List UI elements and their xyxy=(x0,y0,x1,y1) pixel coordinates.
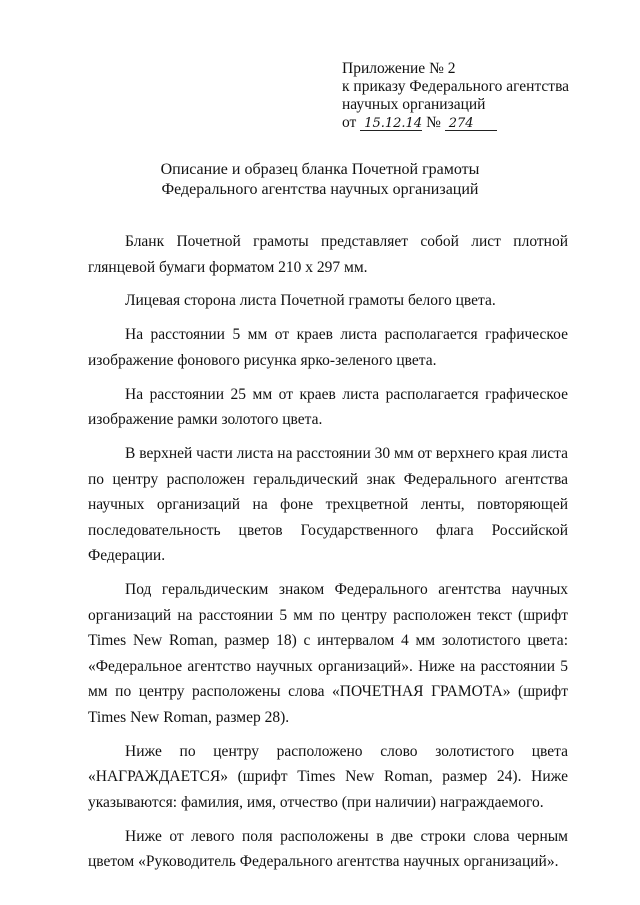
paragraph: В верхней части листа на расстоянии 30 мм от верхнего края листа по центру расположен геральдический знак Федерального агентства научных организаций на фоне трехцветной ленты, повторяющей последовательность цветов Государственного флага Российской Федерации. xyxy=(88,444,568,565)
handwritten-date: 15.12.14 xyxy=(360,117,422,131)
document-title xyxy=(0,160,640,200)
number-label: № xyxy=(426,114,441,131)
appendix-number: Приложение № 2 xyxy=(342,60,456,77)
title-line-2: Федерального агентства научных организаций xyxy=(161,181,479,198)
paragraph: Бланк Почетной грамоты представляет собой лист плотной глянцевой бумаги форматом 210 x 297 мм. xyxy=(88,233,568,276)
paragraph: Под геральдическим знаком Федерального агентства научных организаций на расстоянии 5 мм по центру расположен текст (шрифт Times New Roman, размер 18) с интервалом 4 мм золотистого цвета: «Федеральное агентство научных организаций». Ниже на расстоянии 5 мм по центру расположены слова «ПОЧЕТНАЯ ГРАМОТА» (шрифт Times New Roman, размер 28). xyxy=(88,581,568,727)
paragraph: Ниже по центру расположено слово золотистого цвета «НАГРАЖДАЕТСЯ» (шрифт Times New Roman, размер 24). Ниже указываются: фамилия, имя, отчество (при наличии) награждаемого. xyxy=(88,742,568,811)
document-body xyxy=(88,229,568,883)
paragraph: Ниже от левого поля расположены в две строки слова черным цветом «Руководитель Федерального агентства научных организаций». xyxy=(88,827,568,871)
paragraph: На расстоянии 25 мм от краев листа располагается графическое изображение рамки золотого цвета. xyxy=(88,385,568,429)
paragraph: Лицевая сторона листа Почетной грамоты белого цвета. xyxy=(125,292,496,310)
appendix-organization: научных организаций xyxy=(342,96,486,113)
handwritten-number: 274 xyxy=(445,117,497,131)
appendix-date-line xyxy=(342,114,612,132)
from-label: от xyxy=(342,114,357,131)
title-line-1: Описание и образец бланка Почетной грамоты xyxy=(160,161,480,178)
paragraph: На расстоянии 5 мм от краев листа располагается графическое изображение фонового рисунка ярко-зеленого цвета. xyxy=(88,326,568,369)
appendix-order-reference: к приказу Федерального агентства xyxy=(342,78,570,95)
appendix-header xyxy=(342,60,612,132)
